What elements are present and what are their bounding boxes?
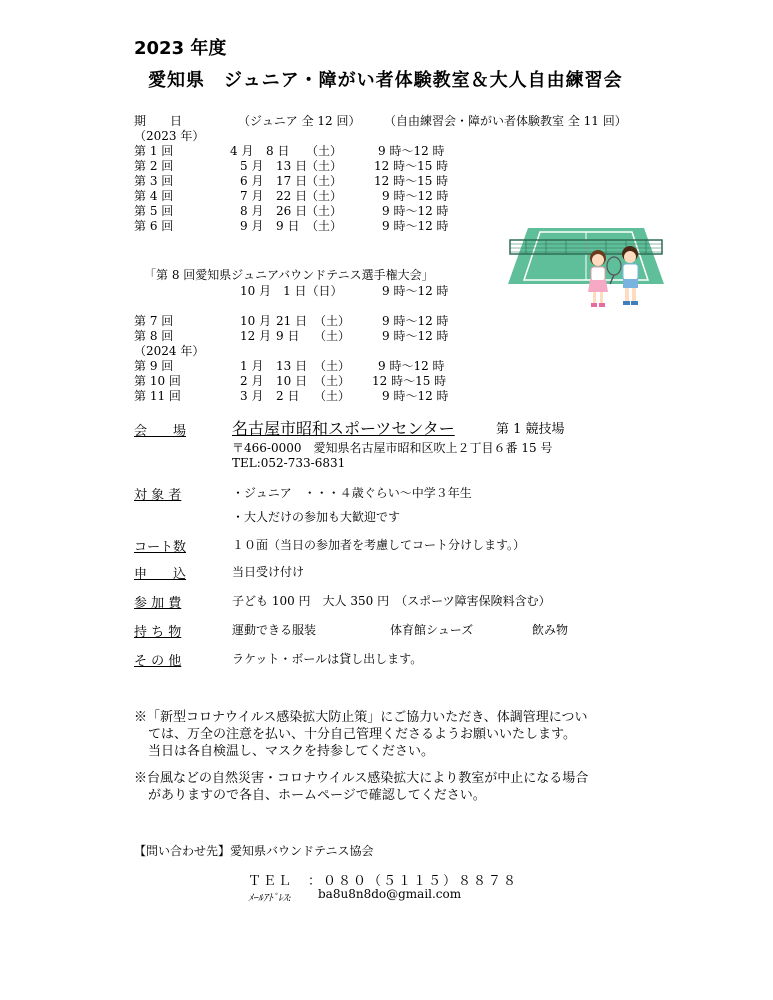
other-label: そ の 他 <box>134 654 182 669</box>
item-shoes: 体育館シューズ <box>390 623 474 637</box>
year-title: 2023 年度 <box>134 38 227 59</box>
tournament-time: 9 時〜12 時 <box>382 284 449 298</box>
girl-icon <box>588 250 608 307</box>
tournament-name: 「第 8 回愛知県ジュニアバウンドテニス選手権大会」 <box>144 268 434 282</box>
year-2024-label: （2024 年） <box>134 344 205 358</box>
contact-label: 【問い合わせ先】愛知県バウンドテニス協会 <box>134 844 374 858</box>
apply-label: 申 込 <box>134 567 187 582</box>
tennis-kids-illustration <box>506 222 666 314</box>
items-label: 持 ち 物 <box>134 625 182 640</box>
courts-label: コート数 <box>134 540 187 555</box>
junior-count: （ジュニア 全 12 回） <box>238 114 361 128</box>
venue-tel: TEL:052-733-6831 <box>232 456 346 470</box>
target-line2: ・大人だけの参加も大歓迎です <box>232 510 401 524</box>
free-practice-count: （自由練習会・障がい者体験教室 全 11 回） <box>384 114 627 128</box>
year-2023-label: （2023 年） <box>134 129 205 143</box>
apply-value: 当日受け付け <box>232 565 305 579</box>
item-clothes: 運動できる服装 <box>232 623 317 637</box>
item-drinks: 飲み物 <box>532 623 569 637</box>
target-line1: ・ジュニア ・・・４歳ぐらい〜中学３年生 <box>232 486 472 500</box>
venue-hall: 第 1 競技場 <box>496 422 565 437</box>
schedule-label: 期 日 <box>134 114 183 128</box>
target-label: 対 象 者 <box>134 488 182 503</box>
fee-label: 参 加 費 <box>134 596 182 611</box>
tournament-date: 10 月 1 日（日） <box>240 284 343 298</box>
note2-line1: ※台風などの自然災害・コロナウイルス感染拡大により教室が中止になる場合 <box>134 771 589 786</box>
venue-label: 会 場 <box>134 424 187 439</box>
note1-line2: ては、万全の注意を払い、十分自己管理くださるようお願いいたします。 <box>148 727 576 742</box>
boy-icon <box>622 246 638 305</box>
note1-line1: ※「新型コロナウイルス感染拡大防止策」にご協力いただき、体調管理につい <box>134 710 588 725</box>
contact-email[interactable]: ba8u8n8do@gmail.com <box>318 887 462 901</box>
note1-line3: 当日は各自検温し、マスクを持参してください。 <box>148 744 435 759</box>
venue-name: 名古屋市昭和スポーツセンター <box>232 419 455 438</box>
fee-value: 子ども 100 円 大人 350 円 （スポーツ障害保険料含む） <box>232 594 551 608</box>
contact-tel: ＴＥＬ ：０８０（５１１５）８８７８ <box>248 874 519 889</box>
page-title: 愛知県 ジュニア・障がい者体験教室＆大人自由練習会 <box>148 70 623 91</box>
other-value: ラケット・ボールは貸し出します。 <box>232 652 423 666</box>
venue-address: 〒466-0000 愛知県名古屋市昭和区吹上２丁目６番 15 号 <box>232 441 553 455</box>
courts-value: １０面（当日の参加者を考慮してコート分けします。） <box>232 538 526 552</box>
note2-line2: がありますので各自、ホームページで確認してください。 <box>148 788 486 803</box>
contact-mail-label: ﾒｰﾙｱﾄﾞﾚｽ: <box>248 893 292 904</box>
